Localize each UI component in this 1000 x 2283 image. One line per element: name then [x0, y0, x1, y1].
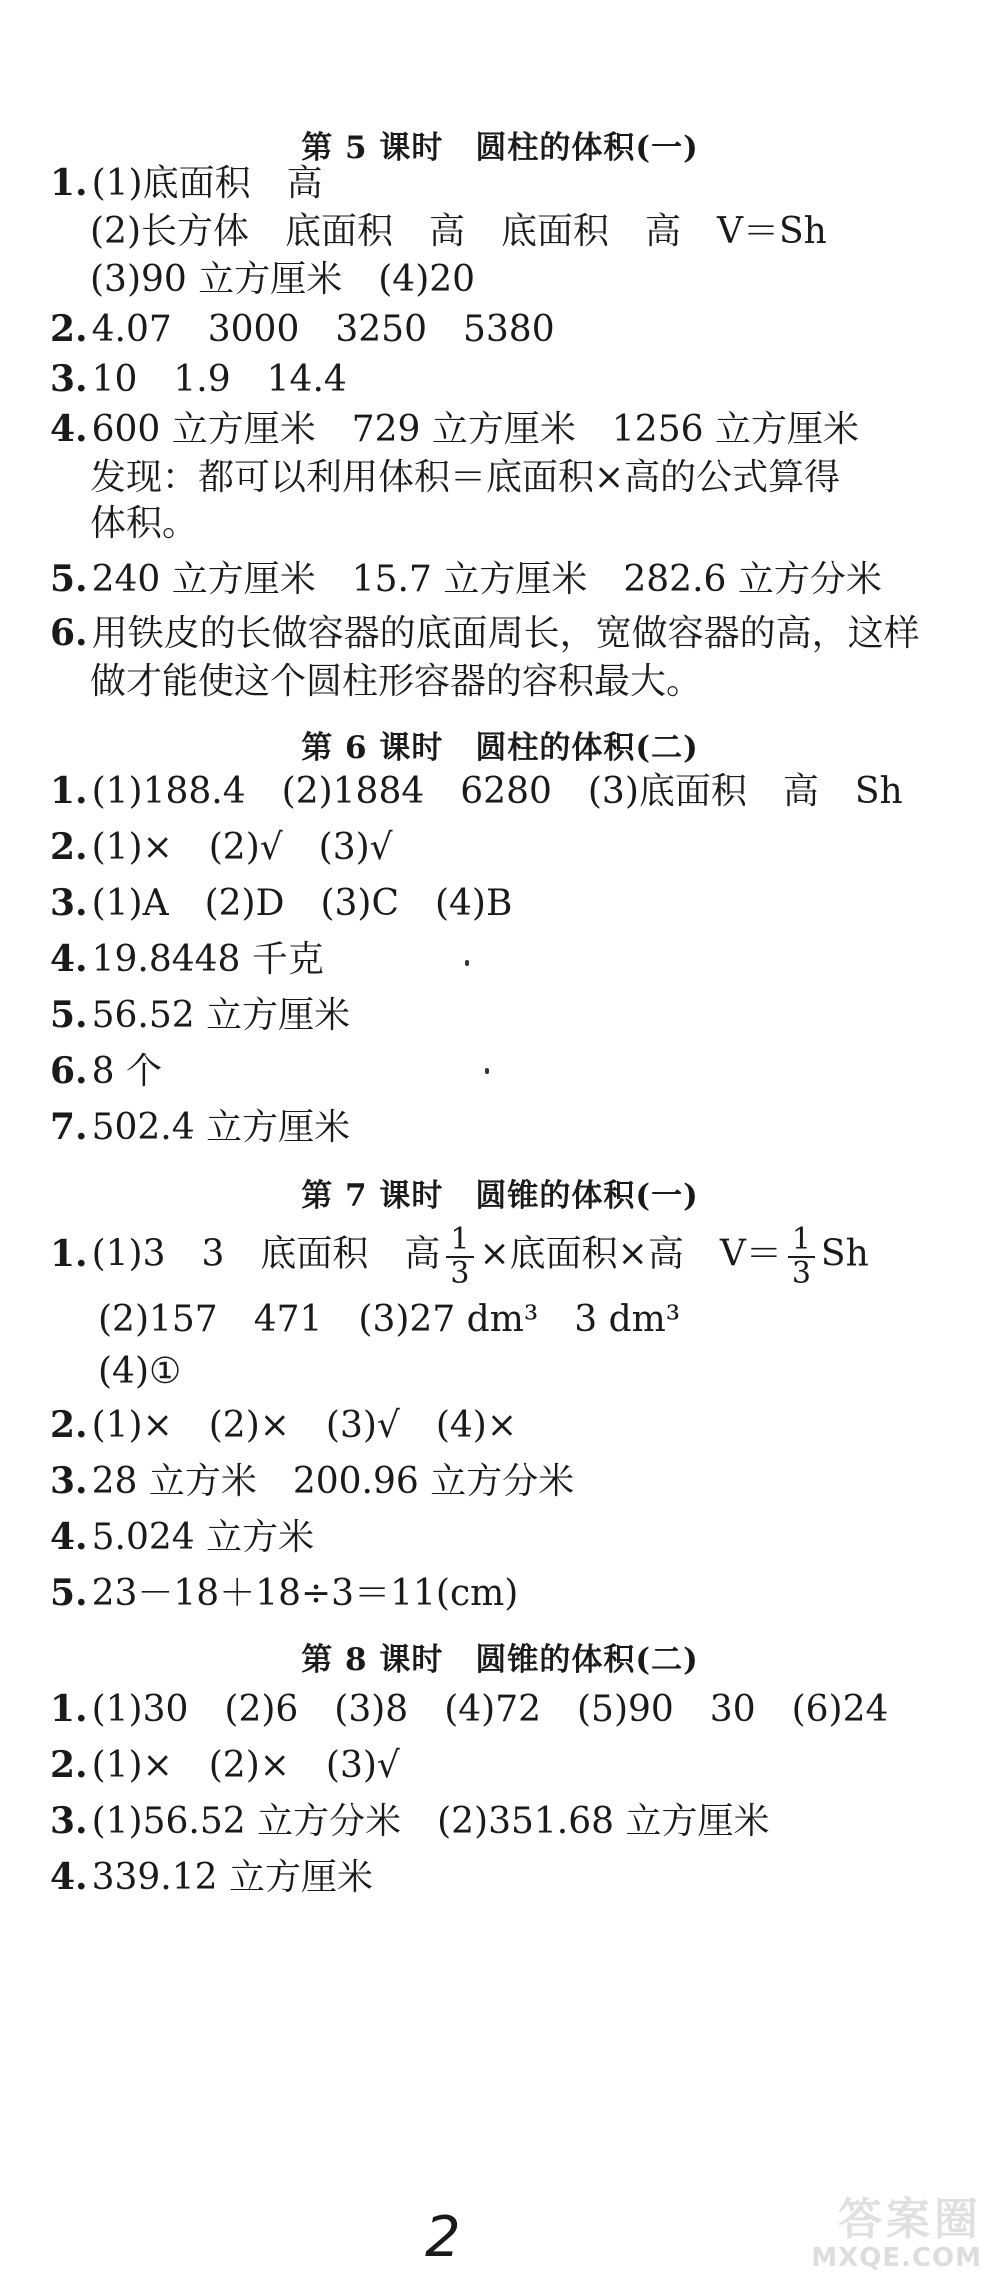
s7-q5-number: 5.: [50, 1572, 88, 1614]
s6-q4-text: 19.8448 千克: [91, 939, 324, 980]
s8-q3-text: (1)56.52 立方分米 (2)351.68 立方厘米: [91, 1801, 770, 1842]
s5-q1-line1: [50, 162, 323, 205]
s5-q4-line2: 发现：都可以利用体积＝底面积×高的公式算得: [90, 457, 841, 498]
s7-q2-text: (1)× (2)× (3)√ (4)×: [91, 1405, 518, 1446]
s8-q2-text: (1)× (2)× (3)√: [91, 1745, 400, 1786]
section-title-lesson-7: 第 7 课时 圆锥的体积(一): [301, 1178, 699, 1214]
s5-q2-number: 2.: [50, 308, 88, 350]
s5-q4-line3: 体积。: [90, 503, 199, 544]
fraction-numerator: 1: [446, 1224, 473, 1258]
s7-q1-text3: Sh: [820, 1233, 869, 1275]
fraction-denominator: 3: [450, 1255, 470, 1291]
s8-q2: [50, 1744, 400, 1787]
s7-q5: [50, 1572, 518, 1615]
s7-q1-line2: (2)157 471 (3)27 dm³ 3 dm³: [98, 1299, 681, 1340]
fraction-one-third-formula: [788, 1224, 815, 1289]
s7-q1-number: 1.: [50, 1232, 88, 1275]
s5-q6-text1: 用铁皮的长做容器的底面周长，宽做容器的高，这样: [91, 613, 920, 654]
s7-q3: [50, 1460, 574, 1503]
s6-q2-text: (1)× (2)√ (3)√: [91, 827, 393, 868]
s5-q2: [50, 308, 555, 351]
stray-dot: [465, 960, 469, 966]
s5-q1-number: 1.: [50, 162, 88, 204]
s6-q3-text: (1)A (2)D (3)C (4)B: [91, 883, 513, 924]
s8-q2-number: 2.: [50, 1744, 88, 1786]
s7-q1-line1: [50, 1224, 869, 1289]
s5-q3-number: 3.: [50, 358, 88, 400]
s5-q6-line1: [50, 612, 920, 655]
fraction-one-third: [446, 1224, 473, 1289]
stray-dot: [485, 1068, 489, 1074]
s7-q4-text: 5.024 立方米: [91, 1517, 315, 1558]
s7-q3-text: 28 立方米 200.96 立方分米: [91, 1461, 575, 1502]
s6-q7-text: 502.4 立方厘米: [91, 1107, 351, 1148]
s5-q3: [50, 358, 347, 401]
s5-q5: [50, 558, 882, 601]
s8-q4-text: 339.12 立方厘米: [91, 1857, 374, 1898]
s6-q1: [50, 770, 903, 813]
s6-q7-number: 7.: [50, 1106, 88, 1148]
s5-q1-line2: (2)长方体 底面积 高 底面积 高 V＝Sh: [90, 211, 827, 252]
s5-q1-line3: (3)90 立方厘米 (4)20: [90, 259, 476, 300]
s8-q3-number: 3.: [50, 1800, 88, 1842]
s5-q2-text: 4.07 3000 3250 5380: [91, 309, 555, 350]
s6-q5-number: 5.: [50, 994, 88, 1036]
section-title-lesson-6: 第 6 课时 圆柱的体积(二): [301, 730, 699, 766]
s5-q6-line2: 做才能使这个圆柱形容器的容积最大。: [90, 661, 703, 702]
s6-q6: [50, 1050, 162, 1093]
s6-q6-number: 6.: [50, 1050, 88, 1092]
s7-q1-text1: (1)3 3 底面积 高: [91, 1233, 441, 1275]
s6-q5: [50, 994, 350, 1037]
s6-q2-number: 2.: [50, 826, 88, 868]
s6-q6-text: 8 个: [91, 1051, 162, 1092]
s5-q1-text1: (1)底面积 高: [91, 163, 323, 204]
s8-q4-number: 4.: [50, 1856, 88, 1898]
s6-q3: [50, 882, 512, 925]
section-title-lesson-8: 第 8 课时 圆锥的体积(二): [301, 1642, 699, 1678]
s7-q5-text: 23－18＋18÷3＝11(cm): [91, 1573, 519, 1614]
s6-q1-text: (1)188.4 (2)1884 6280 (3)底面积 高 Sh: [91, 771, 903, 812]
s6-q4: [50, 938, 324, 981]
s8-q1-number: 1.: [50, 1688, 88, 1730]
s6-q3-number: 3.: [50, 882, 88, 924]
s6-q5-text: 56.52 立方厘米: [91, 995, 351, 1036]
watermark-url: MXQE.COM: [811, 2243, 982, 2273]
s6-q7: [50, 1106, 350, 1149]
fraction-denominator: 3: [791, 1255, 811, 1291]
s5-q6-number: 6.: [50, 612, 88, 654]
s7-q1-text2: ×底面积×高 V＝: [479, 1233, 782, 1275]
s8-q4: [50, 1856, 373, 1899]
s5-q4-text1: 600 立方厘米 729 立方厘米 1256 立方厘米: [91, 409, 859, 450]
section-title-lesson-5: 第 5 课时 圆柱的体积(一): [301, 130, 699, 166]
s8-q1: [50, 1688, 888, 1731]
s5-q5-text: 240 立方厘米 15.7 立方厘米 282.6 立方分米: [91, 559, 882, 600]
s7-q4-number: 4.: [50, 1516, 88, 1558]
s7-q4: [50, 1516, 314, 1559]
s6-q2: [50, 826, 393, 869]
s8-q1-text: (1)30 (2)6 (3)8 (4)72 (5)90 30 (6)24: [91, 1689, 889, 1730]
s7-q3-number: 3.: [50, 1460, 88, 1502]
s7-q2-number: 2.: [50, 1404, 88, 1446]
s6-q4-number: 4.: [50, 938, 88, 980]
watermark-logo: 答案圈: [838, 2194, 982, 2245]
s7-q1-line3: (4)①: [98, 1351, 182, 1392]
s5-q4-line1: [50, 408, 859, 451]
s7-q2: [50, 1404, 517, 1447]
watermark: [742, 2183, 982, 2273]
s6-q1-number: 1.: [50, 770, 88, 812]
s5-q5-number: 5.: [50, 558, 88, 600]
fraction-numerator: 1: [788, 1224, 815, 1258]
s8-q3: [50, 1800, 770, 1843]
page-number: 2: [425, 2205, 461, 2270]
s5-q3-text: 10 1.9 14.4: [91, 359, 347, 400]
s5-q4-number: 4.: [50, 408, 88, 450]
